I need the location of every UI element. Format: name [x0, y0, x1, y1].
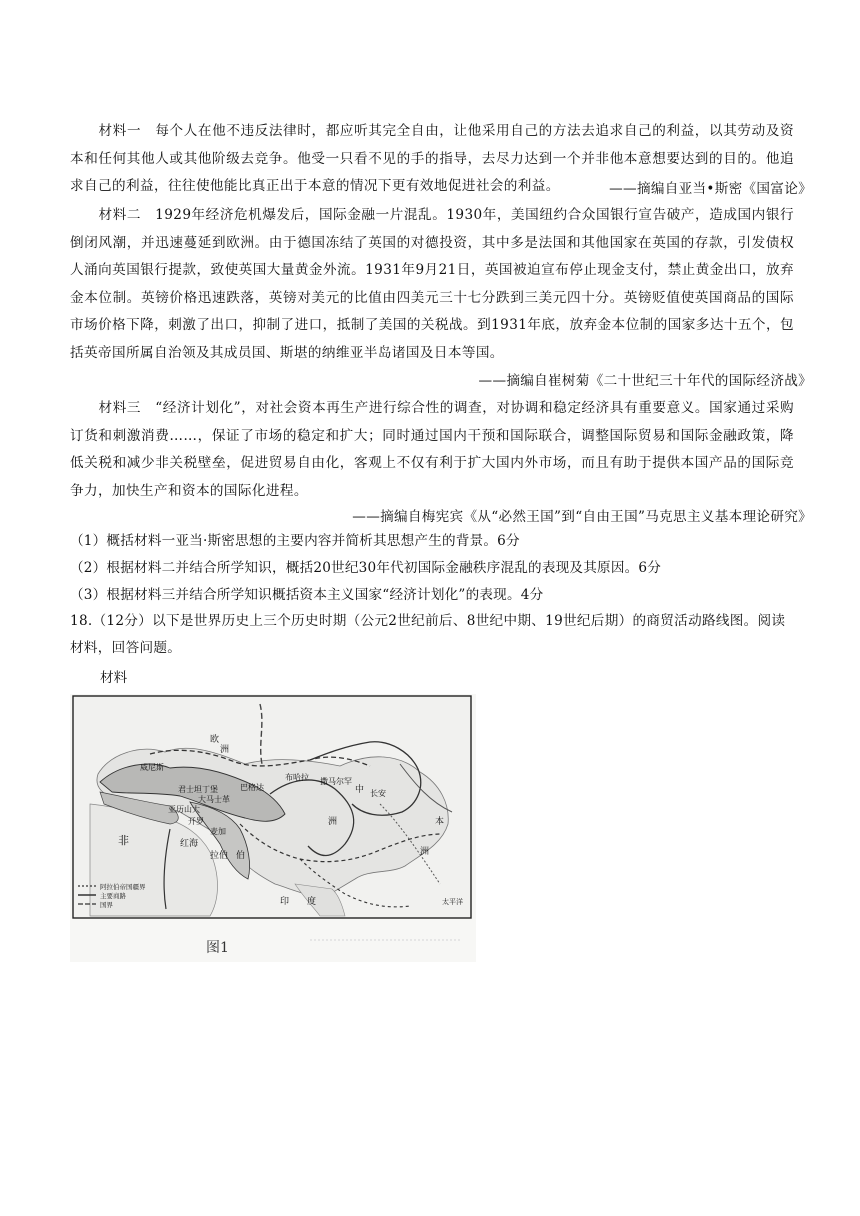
label-africa: 非: [118, 834, 129, 847]
question-1: （1）概括材料一亚当·斯密思想的主要内容并简析其思想产生的背景。6分: [70, 533, 520, 549]
material-3-source: ——摘编自梅宪宾《从“必然王国”到“自由王国”马克思主义基本理论研究》: [352, 509, 812, 525]
map-caption: 图1: [206, 940, 229, 956]
material-1-text: 材料一 每个人在他不违反法律时，都应听其完全自由，让他采用自己的方法去追求自己的利益，以其劳动及资本和任何其他人或其他阶级去竞争。他受一只看不见的手的指导，去尽力达到一个并非他本意想要达到的目的。他追求自己的利益，往往使他能比真正出于本意的情况下更有效地促进社会的利益。: [70, 123, 794, 195]
label-changan: 长安: [370, 789, 386, 798]
label-red-sea: 红海: [180, 839, 199, 849]
label-europe: 欧: [210, 735, 220, 745]
material-2-source: ——摘编自崔树菊《二十世纪三十年代的国际经济战》: [478, 373, 812, 389]
label-zhong: 中: [355, 785, 365, 795]
question-2: （2）根据材料二并结合所学知识，概括20世纪30年代初国际金融秩序混乱的表现及其原因。6分: [70, 560, 662, 576]
label-mecca: 麦加: [210, 827, 226, 836]
trade-route-map: [70, 694, 476, 962]
label-damascus: 大马士革: [198, 795, 230, 804]
question-3: （3）根据材料三并结合所学知识概括资本主义国家“经济计划化”的表现。4分: [70, 587, 544, 603]
legend-border: 国界: [100, 901, 113, 909]
label-bukhara: 布哈拉: [285, 773, 309, 782]
material-label: 材料: [100, 670, 128, 686]
legend-route: 主要商路: [100, 892, 126, 900]
label-samarkand: 撒马尔罕: [320, 777, 352, 786]
material-1-source: ——摘编自亚当•斯密《国富论》: [609, 181, 812, 197]
label-india: 印 度: [280, 897, 317, 907]
label-cairo: 开罗: [188, 817, 204, 826]
label-asia-zhou: 洲: [328, 817, 338, 827]
label-arabia: 拉伯: [210, 851, 229, 861]
map-figure: [70, 694, 476, 962]
label-ben: 本: [435, 817, 445, 827]
label-pacific: 太平洋: [442, 898, 463, 906]
label-baghdad: 巴格达: [240, 783, 264, 792]
label-alexandria: 亚历山大: [168, 805, 200, 814]
label-zhou: 洲: [420, 847, 430, 857]
material-2-text: 材料二 1929年经济危机爆发后，国际金融一片混乱。1930年，美国纽约合众国银行宣告破产，造成国内银行倒闭风潮，并迅速蔓延到欧洲。由于德国冻结了英国的对德投资，其中多是法国和其他国家在英国的存款，引发债权人涌向英国银行提款，致使英国大量黄金外流。1931年9月21日，英国被迫宣布停止现金支付，禁止黄金出口，放弃金本位制。英镑价格迅速跌落，英镑对美元的比值由四美元三十七分跌到三美元四十分。英镑贬值使英国商品的国际市场价格下降，刺激了出口，抑制了进口，抵制了美国的关税战。到1931年底，放弃金本位制的国家多达十五个，包括英帝国所属自治领及其成员国、斯堪的纳维亚半岛诸国及日本等国。: [70, 207, 794, 361]
label-constantinople: 君士坦丁堡: [178, 785, 218, 794]
question-18-stem: 18.（12分）以下是世界历史上三个历史时期（公元2世纪前后、8世纪中期、19世纪后期）的商贸活动路线图。阅读材料，回答问题。: [70, 613, 786, 656]
label-venice: 威尼斯: [140, 763, 164, 772]
label-bo: 伯: [236, 851, 246, 861]
material-3-text: 材料三 “经济计划化”，对社会资本再生产进行综合性的调查，对协调和稳定经济具有重要意义。国家通过采购订货和刺激消费……，保证了市场的稳定和扩大；同时通过国内干预和国际联合，调整国际贸易和国际金融政策，降低关税和减少非关税壁垒，促进贸易自由化，客观上不仅有利于扩大国内外市场，而且有助于提供本国产品的国际竞争力，加快生产和资本的国际化进程。: [70, 400, 794, 499]
legend-empire: 阿拉伯帝国疆界: [100, 883, 146, 891]
label-europe-2: 洲: [220, 745, 230, 755]
